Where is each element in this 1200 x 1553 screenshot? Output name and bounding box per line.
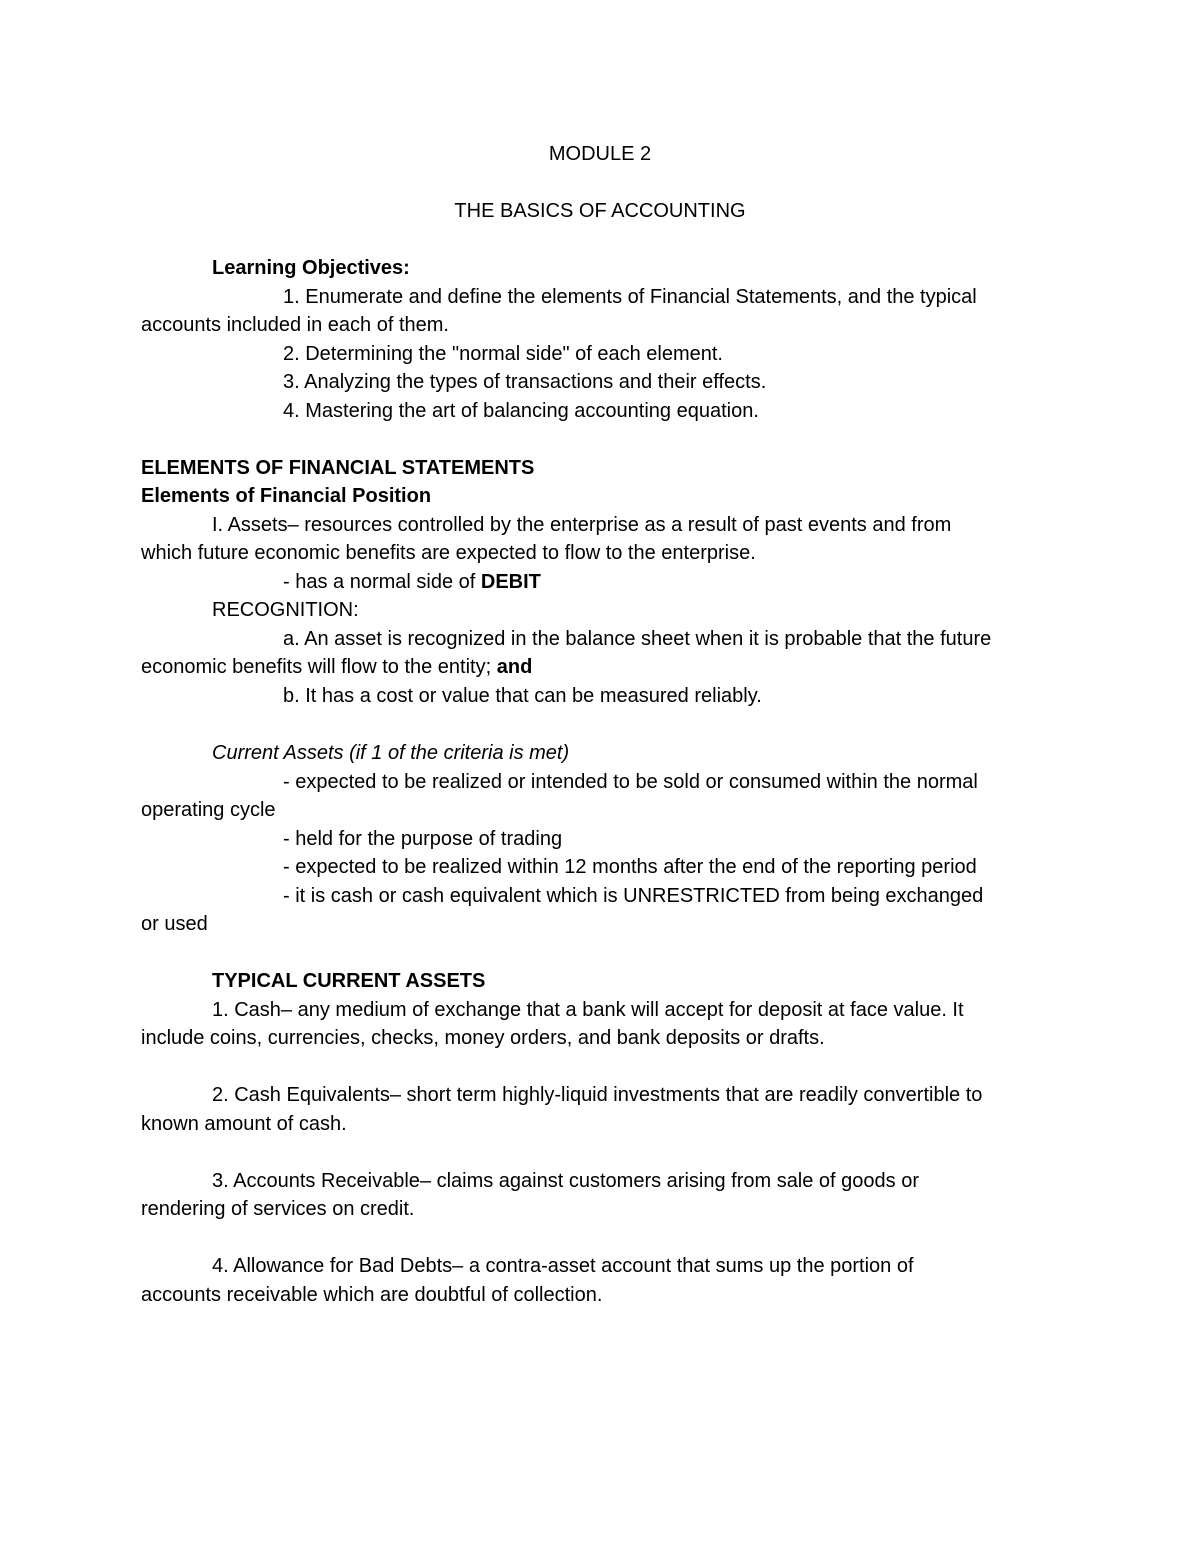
typical-heading: TYPICAL CURRENT ASSETS — [212, 970, 486, 992]
typical-4-line-1: 4. Allowance for Bad Debts– a contra-asset account that sums up the portion of — [212, 1255, 914, 1277]
objective-3: 3. Analyzing the types of transactions and their effects. — [283, 371, 767, 393]
assets-definition-line-1: I. Assets– resources controlled by the enterprise as a result of past events and from — [212, 514, 952, 536]
elements-subheading: Elements of Financial Position — [141, 485, 432, 507]
normal-side-value: DEBIT — [480, 571, 541, 593]
criteria-2: - held for the purpose of trading — [283, 828, 563, 850]
recognition-a-text: economic benefits will flow to the entity; — [141, 656, 497, 678]
typical-2-line-1: 2. Cash Equivalents– short term highly-liquid investments that are readily convertible to — [212, 1084, 983, 1106]
objective-2: 2. Determining the "normal side" of each element. — [283, 343, 723, 365]
normal-side-line — [283, 570, 541, 594]
objective-1-line-1: 1. Enumerate and define the elements of Financial Statements, and the typical — [283, 286, 977, 308]
typical-4-line-2: accounts receivable which are doubtful of collection. — [141, 1284, 603, 1306]
typical-3-line-1: 3. Accounts Receivable– claims against customers arising from sale of goods or — [212, 1170, 920, 1192]
recognition-a-line-1: a. An asset is recognized in the balance sheet when it is probable that the future — [283, 628, 992, 650]
assets-definition-line-2: which future economic benefits are expected to flow to the enterprise. — [141, 542, 756, 564]
typical-3-line-2: rendering of services on credit. — [141, 1198, 415, 1220]
objective-1-line-2: accounts included in each of them. — [141, 314, 449, 336]
elements-heading: ELEMENTS OF FINANCIAL STATEMENTS — [141, 457, 535, 479]
objectives-heading: Learning Objectives: — [212, 257, 410, 279]
current-assets-heading: Current Assets (if 1 of the criteria is met) — [212, 742, 570, 764]
typical-1-line-1: 1. Cash– any medium of exchange that a bank will accept for deposit at face value. It — [212, 999, 964, 1021]
module-subtitle: THE BASICS OF ACCOUNTING — [454, 200, 746, 222]
module-title: MODULE 2 — [548, 143, 652, 165]
objective-4: 4. Mastering the art of balancing accounting equation. — [283, 400, 759, 422]
typical-2-line-2: known amount of cash. — [141, 1113, 347, 1135]
criteria-1-line-1: - expected to be realized or intended to be sold or consumed within the normal — [283, 771, 978, 793]
normal-side-prefix: - has a normal side of — [283, 571, 481, 593]
criteria-1-line-2: operating cycle — [141, 799, 276, 821]
criteria-4-line-1: - it is cash or cash equivalent which is UNRESTRICTED from being exchanged — [283, 885, 984, 907]
criteria-4-line-2: or used — [141, 913, 208, 935]
recognition-b: b. It has a cost or value that can be measured reliably. — [283, 685, 762, 707]
recognition-a-line-2 — [141, 655, 532, 679]
recognition-a-and: and — [496, 656, 533, 678]
criteria-3: - expected to be realized within 12 months after the end of the reporting period — [283, 856, 977, 878]
typical-1-line-2: include coins, currencies, checks, money orders, and bank deposits or drafts. — [141, 1027, 825, 1049]
recognition-label: RECOGNITION: — [212, 599, 359, 621]
